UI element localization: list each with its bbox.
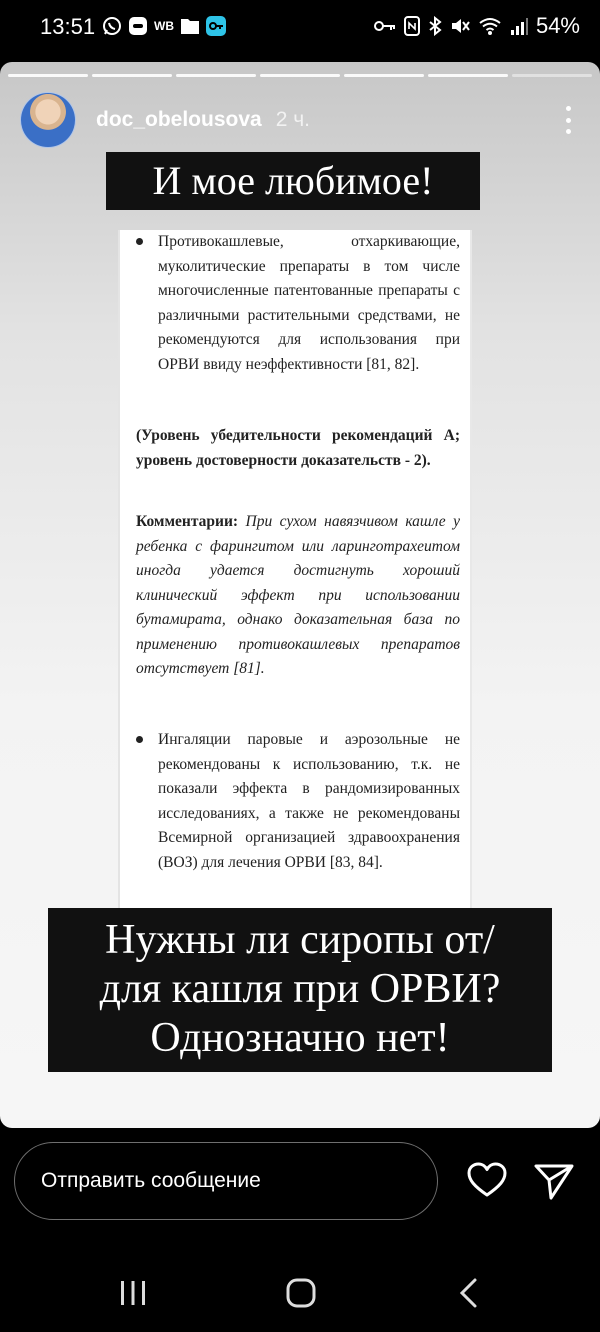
- progress-segment: [176, 74, 256, 77]
- bullet-text: Ингаляции паровые и аэрозольные не рекомендованы к использованию, т.к. не показали эффекта в рандомизированных исследованиях, а также не рекомендованы Всемирной организацией здравоохранения (ВОЗ) для лечения ОРВИ [83, 84].: [158, 731, 460, 871]
- key-app-icon: [206, 16, 226, 36]
- home-icon[interactable]: [285, 1277, 317, 1309]
- progress-segment: [344, 74, 424, 77]
- system-nav-bar: [0, 1262, 600, 1324]
- recent-apps-icon[interactable]: [118, 1278, 148, 1308]
- battery-percent: 54%: [535, 13, 580, 38]
- evidence-level: (Уровень убедительности рекомендаций А; уровень достоверности доказательств - 2).: [136, 427, 460, 469]
- banner-line: Нужны ли сиропы от/: [105, 917, 495, 963]
- signal-icon: [510, 16, 528, 36]
- message-placeholder: Отправить сообщение: [41, 1169, 261, 1192]
- username[interactable]: doc_obelousova: [96, 108, 262, 131]
- progress-segment: [92, 74, 172, 77]
- progress-segment: [8, 74, 88, 77]
- status-bar: [0, 0, 600, 56]
- heart-icon[interactable]: [466, 1160, 508, 1202]
- bullet-icon: [136, 736, 143, 743]
- story-time-ago: 2 ч.: [275, 108, 310, 131]
- story-author[interactable]: [20, 93, 310, 147]
- banner-line: Однозначно нет!: [150, 1015, 450, 1061]
- banner-line: для кашля при ОРВИ?: [99, 966, 501, 1012]
- progress-segment: [512, 74, 592, 77]
- avatar[interactable]: [20, 92, 76, 148]
- system-icons: [374, 14, 580, 38]
- bluetooth-icon: [428, 16, 442, 36]
- folder-icon: [180, 17, 200, 35]
- progress-segment: [260, 74, 340, 77]
- notification-icons: [102, 14, 226, 38]
- bullet-item: [136, 728, 460, 875]
- bullet-item: [136, 230, 460, 377]
- story-view[interactable]: [0, 62, 600, 1128]
- vpn-key-icon: [374, 19, 396, 33]
- story-banner: [48, 908, 552, 1072]
- progress-segment: [428, 74, 508, 77]
- comment-label: Комментарии:: [136, 513, 239, 530]
- wb-icon: WB: [154, 19, 174, 33]
- back-icon[interactable]: [456, 1277, 482, 1309]
- comment-block: [136, 510, 460, 682]
- status-time: 13:51: [40, 14, 96, 39]
- story-progress-bar: [8, 74, 592, 78]
- send-icon[interactable]: [533, 1160, 575, 1202]
- whatsapp-icon: [102, 16, 122, 36]
- mute-icon: [450, 16, 470, 36]
- document-excerpt: [118, 230, 472, 915]
- more-options-icon[interactable]: [564, 106, 572, 134]
- nfc-icon: [404, 16, 420, 36]
- wifi-icon: [478, 16, 502, 36]
- bullet-text: Противокашлевые, отхаркивающие, муколитические препараты в том числе многочисленные патентованные препараты с различными растительными средствами, не рекомендуются для использования при ОРВИ ввиду неэффективности [81, 82].: [158, 233, 460, 373]
- bullet-icon: [136, 238, 143, 245]
- message-input[interactable]: [14, 1142, 438, 1220]
- comment-text: При сухом навязчивом кашле у ребенка с фарингитом или ларинготрахеитом иногда удается достигнуть хороший клинический эффект при использовании бутамирата, однако доказательная база по применению противокашлевых препаратов отсутствует [81].: [136, 513, 461, 677]
- app-icon: [128, 16, 148, 36]
- story-title: И мое любимое!: [106, 152, 480, 210]
